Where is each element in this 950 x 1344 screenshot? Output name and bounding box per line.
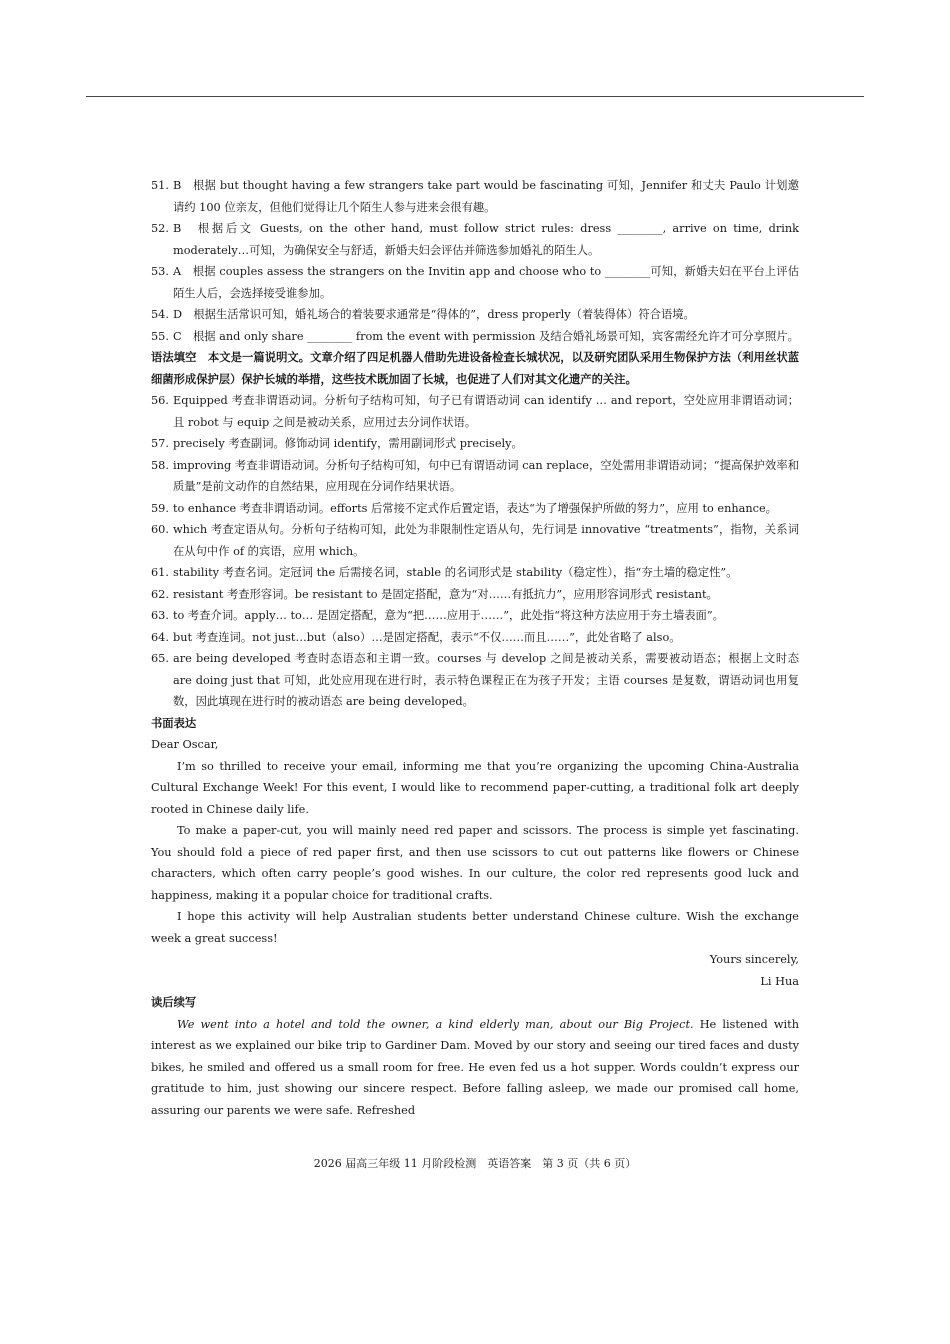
answer-text: A 根据 couples assess the strangers on the Invitin app and choose who to ________可知，新婚夫妇在平台上评估陌生人后，会选择接受谁参加。	[173, 265, 799, 300]
answer-text: which 考查定语从句。分析句子结构可知，此处为非限制性定语从句，先行词是 innovative “treatments”，指物，关系词在从句中作 of 的宾语，应用 which。	[173, 523, 799, 558]
answer-number: 60.	[151, 523, 169, 536]
answer-number: 52.	[151, 222, 169, 235]
answer-item	[151, 218, 799, 261]
answer-number: 51.	[151, 179, 169, 192]
letter-paragraph: I hope this activity will help Australian students better understand Chinese culture. Wish the exchange week a great success!	[151, 910, 799, 945]
answer-text: C 根据 and only share ________ from the event with permission 及结合婚礼场景可知，宾客需经允许才可分享照片。	[173, 329, 799, 343]
answer-item	[151, 261, 799, 304]
answer-text: are being developed 考查时态语态和主谓一致。courses 与 develop 之间是被动关系，需要被动语态；根据上文时态 are doing just that 可知，此处应用现在进行时，表示特色课程正在为孩子开发；主语 courses 是复数，谓语动词也用复数，因此填现在进行时的被动语态 are being developed。	[173, 652, 799, 708]
letter-paragraph: To make a paper-cut, you will mainly need red paper and scissors. The process is simple yet fascinating. You should fold a piece of red paper first, and then use scissors to cut out patterns like flowers or Chinese characters, which often carry people’s good wishes. In our culture, the color red represents good luck and happiness, making it a popular choice for traditional crafts.	[151, 824, 799, 902]
answer-item	[151, 627, 799, 649]
grammar-heading: 语法填空 本文是一篇说明文。文章介绍了四足机器人借助先进设备检查长城状况，以及研究团队采用生物保护方法（利用丝状蓝细菌形成保护层）保护长城的举措，这些技术既加固了长城，也促进了人们对其文化遗产的关注。	[151, 351, 799, 386]
letter-signature	[151, 971, 799, 993]
answer-number: 59.	[151, 501, 169, 515]
answer-number: 55.	[151, 329, 169, 343]
letter-paragraph: I’m so thrilled to receive your email, informing me that you’re organizing the upcoming China-Australia Cultural Exchange Week! For this event, I would like to recommend paper-cutting, a traditional folk art deeply rooted in Chinese daily life.	[151, 759, 799, 816]
answer-number: 64.	[151, 630, 169, 644]
answer-item	[151, 584, 799, 606]
continuation-text: He listened with interest as we explained our bike trip to Gardiner Dam. Moved by our story and seeing our tired faces and dusty bikes, he smiled and offered us a small room for free. He even fed us a hot supper. Words couldn’t express our gratitude to him, just showing our sincere respect. Before falling asleep, we made our promised call home, assuring our parents we were safe. Refreshed	[151, 1017, 799, 1117]
answer-item	[151, 455, 799, 498]
continuation-lead: We went into a hotel and told the owner, a kind elderly man, about our Big Project.	[177, 1017, 694, 1031]
answer-number: 56.	[151, 394, 169, 407]
grammar-answers	[151, 390, 799, 713]
answer-number: 53.	[151, 265, 169, 278]
answer-content	[151, 175, 799, 1121]
header-rule	[86, 96, 864, 97]
letter-closing	[151, 949, 799, 971]
answer-text: but 考查连词。not just…but（also）…是固定搭配，表示“不仅……而且……”，此处省略了 also。	[173, 630, 681, 644]
continuation-heading: 读后续写	[151, 996, 197, 1009]
answer-item	[151, 519, 799, 562]
answer-text: resistant 考查形容词。be resistant to 是固定搭配，意为“对……有抵抗力”，应用形容词形式 resistant。	[173, 587, 718, 601]
answer-item	[151, 498, 799, 520]
answer-text: improving 考查非谓语动词。分析句子结构可知，句中已有谓语动词 can replace，空处需用非谓语动词；“提高保护效率和质量”是前文动作的自然结果，应用现在分词作结果状语。	[173, 458, 799, 493]
answer-number: 57.	[151, 437, 169, 450]
signature-text: Li Hua	[760, 974, 799, 988]
answer-item	[151, 175, 799, 218]
answer-item	[151, 304, 799, 326]
answer-number: 58.	[151, 458, 169, 472]
answer-number: 62.	[151, 587, 169, 601]
answer-text: B 根据后文 Guests, on the other hand, must follow strict rules: dress ________, arrive on time, drink moderately…可知，为确保安全与舒适，新婚夫妇会评估并筛选参加婚礼的陌生人。	[173, 222, 799, 257]
answer-text: precisely 考查副词。修饰动词 identify，需用副词形式 precisely。	[173, 437, 523, 450]
answer-item	[151, 605, 799, 627]
answer-text: to 考查介词。apply… to… 是固定搭配，意为“把……应用于……”，此处指“将这种方法应用于夯土墙表面”。	[173, 609, 724, 622]
answer-number: 61.	[151, 566, 169, 579]
page-footer: 2026 届高三年级 11 月阶段检测 英语答案 第 3 页（共 6 页）	[313, 1157, 637, 1170]
answer-number: 63.	[151, 609, 169, 622]
answer-text: to enhance 考查非谓语动词。efforts 后常接不定式作后置定语，表达“为了增强保护所做的努力”，应用 to enhance。	[173, 501, 777, 515]
answer-item	[151, 562, 799, 584]
continuation-paragraph	[151, 1014, 799, 1122]
reading-answers	[151, 175, 799, 347]
answer-text: B 根据 but thought having a few strangers take part would be fascinating 可知，Jennifer 和丈夫 Paulo 计划邀请约 100 位亲友，但他们觉得让几个陌生人参与进来会很有趣。	[173, 179, 799, 214]
answer-item	[151, 433, 799, 455]
answer-text: stability 考查名词。定冠词 the 后需接名词，stable 的名词形式是 stability（稳定性），指“夯土墙的稳定性”。	[173, 566, 738, 579]
writing-heading: 书面表达	[151, 716, 197, 730]
answer-item	[151, 390, 799, 433]
answer-item	[151, 326, 799, 348]
answer-item	[151, 648, 799, 713]
answer-number: 65.	[151, 652, 169, 665]
closing-text: Yours sincerely,	[709, 953, 799, 966]
answer-text: Equipped 考查非谓语动词。分析句子结构可知，句子已有谓语动词 can identify … and report，空处应用非谓语动词；且 robot 与 equip 之间是被动关系，应用过去分词作状语。	[173, 394, 799, 429]
answer-number: 54.	[151, 308, 169, 321]
answer-text: D 根据生活常识可知，婚礼场合的着装要求通常是“得体的”，dress properly（着装得体）符合语境。	[173, 308, 695, 321]
letter-salutation: Dear Oscar,	[151, 738, 219, 751]
